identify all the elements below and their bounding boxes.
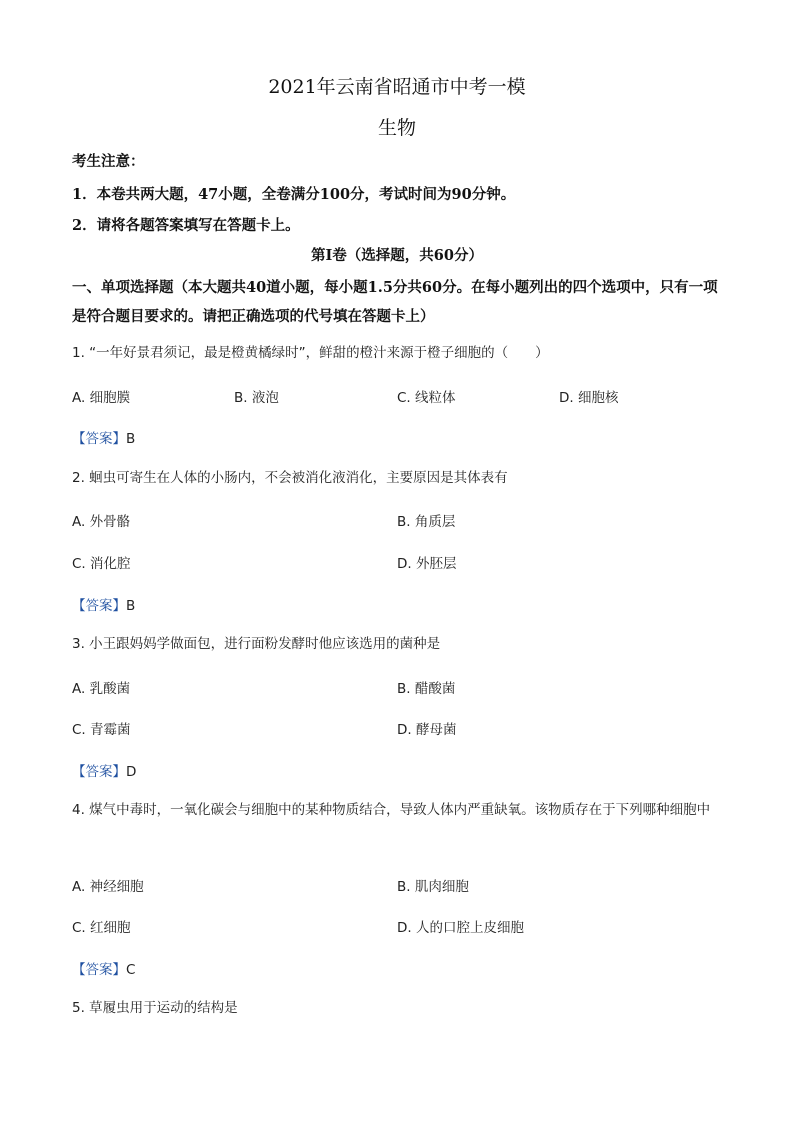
answer-line	[72, 427, 135, 447]
option-b: B. 肌肉细胞	[397, 879, 469, 895]
answer-value: B	[126, 431, 136, 447]
option-d: D. 人的口腔上皮细胞	[397, 920, 524, 936]
option-a: A. 外骨骼	[72, 514, 131, 530]
section-instructions: 一、单项选择题（本大题共40道小题，每小题1.5分共60分。在每小题列出的四个选项中，只有一项是符合题目要求的。请把正确选项的代号填在答题卡上）	[72, 279, 718, 325]
answer-tag: 【答案】	[72, 431, 126, 447]
question-stem: 2. 蛔虫可寄生在人体的小肠内，不会被消化液消化，主要原因是其体表有	[72, 470, 508, 486]
question-stem: 4. 煤气中毒时，一氧化碳会与细胞中的某种物质结合，导致人体内严重缺氧。该物质存在于下列哪种细胞中	[72, 802, 711, 818]
notice-item: 2．请将各题答案填写在答题卡上。	[72, 217, 300, 234]
option-a: A. 神经细胞	[72, 879, 144, 895]
option-d: D. 细胞核	[559, 390, 619, 406]
notice-heading: 考生注意：	[72, 153, 145, 170]
option-b: B. 液泡	[234, 390, 279, 406]
option-c: C. 线粒体	[397, 390, 456, 406]
answer-tag: 【答案】	[72, 764, 126, 780]
option-d: D. 外胚层	[397, 556, 457, 572]
answer-value: B	[126, 598, 136, 614]
option-b: B. 醋酸菌	[397, 681, 456, 697]
answer-line	[72, 760, 136, 780]
subject-title: 生物	[377, 117, 416, 139]
question-stem: 3. 小王跟妈妈学做面包，进行面粉发酵时他应该选用的菌种是	[72, 636, 441, 652]
notice-item: 1．本卷共两大题，47小题，全卷满分100分，考试时间为90分钟。	[72, 186, 516, 203]
option-a: A. 乳酸菌	[72, 681, 131, 697]
section-title: 第Ⅰ卷（选择题，共60分）	[311, 247, 483, 264]
option-d: D. 酵母菌	[397, 722, 457, 738]
answer-line	[72, 594, 135, 614]
question-stem: 1. “一年好景君须记，最是橙黄橘绿时”，鲜甜的橙汁来源于橙子细胞的（ ）	[72, 345, 549, 361]
answer-value: D	[126, 764, 137, 780]
answer-line	[72, 958, 135, 978]
question-stem: 5. 草履虫用于运动的结构是	[72, 1000, 238, 1016]
option-c: C. 消化腔	[72, 556, 131, 572]
option-c: C. 红细胞	[72, 920, 131, 936]
option-a: A. 细胞膜	[72, 390, 131, 406]
option-b: B. 角质层	[397, 514, 456, 530]
page-title: 2021年云南省昭通市中考一模	[268, 76, 526, 98]
answer-tag: 【答案】	[72, 598, 126, 614]
answer-value: C	[126, 962, 136, 978]
option-c: C. 青霉菌	[72, 722, 131, 738]
answer-tag: 【答案】	[72, 962, 126, 978]
